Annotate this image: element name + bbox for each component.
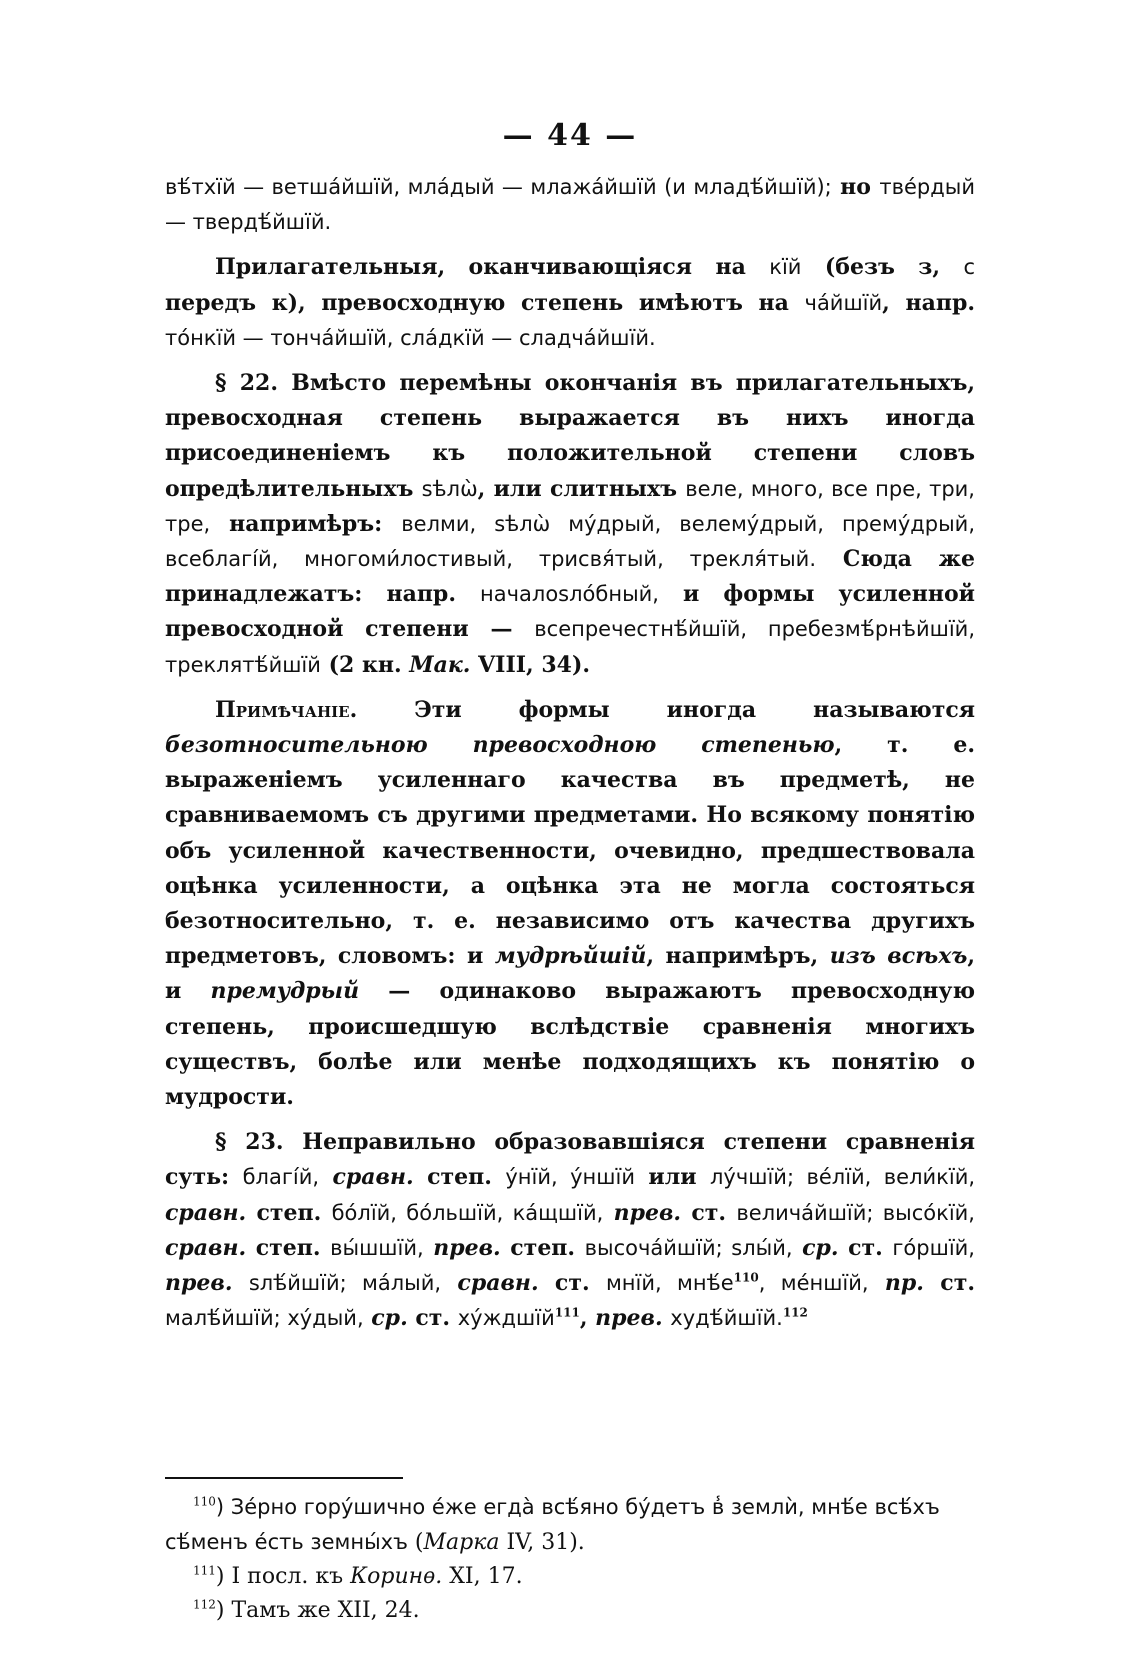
italic-abbrev: сравн.: [319, 1164, 414, 1191]
footnote-divider: [165, 1477, 403, 1479]
church-slavonic-text: у́нїй, у́ншїй: [505, 1165, 635, 1190]
text-run: § 23. Неправильно образовавшіяся степени сравненія суть:: [165, 1129, 975, 1191]
church-slavonic-text: ча́йшїй: [804, 290, 883, 315]
text-run: IV, 31).: [499, 1530, 585, 1555]
text-run: XI, 17.: [442, 1564, 523, 1589]
church-slavonic-text: го́ршїй,: [892, 1235, 975, 1260]
italic-reference: Марка: [423, 1530, 500, 1555]
italic-abbrev: пр.: [868, 1270, 924, 1297]
church-slavonic-text: вѣ́тхїй — ветша́йшїй, мла́дый — млажа́йшїй (и младѣ́йшїй);: [165, 175, 832, 199]
text-run: Прилагательныя, оканчивающіяся на: [215, 254, 770, 281]
text-run: (2 кн.: [320, 651, 410, 678]
text-run: ст.: [838, 1234, 893, 1261]
footnote-111: [165, 1560, 975, 1594]
text-run: ст.: [681, 1199, 737, 1226]
church-slavonic-text: худѣ́йшїй.: [670, 1306, 783, 1331]
italic-abbrev: сравн.: [165, 1234, 247, 1261]
church-slavonic-text: велича́йшїй; высо́кїй,: [736, 1200, 975, 1225]
footnotes: [165, 1490, 975, 1628]
church-slavonic-text: тве́рдый — твердѣ́йшїй.: [165, 175, 975, 235]
text-run: или: [634, 1164, 710, 1191]
text-run: напримѣръ:: [210, 510, 402, 537]
church-slavonic-text: хýждшїй: [457, 1306, 555, 1331]
footnote-ref-111[interactable]: 111: [554, 1305, 580, 1320]
text-run: (: [407, 1530, 424, 1555]
church-slavonic-text: бо́лїй, бо́льшїй, ка́щшїй,: [331, 1200, 604, 1225]
footnote-112: [165, 1594, 975, 1628]
note-heading: Примѣчаніе.: [215, 696, 358, 723]
church-slavonic-text: вы́шшїй,: [330, 1235, 424, 1260]
italic-abbrev: прев.: [423, 1234, 501, 1261]
italic-term: мудрѣйшій: [494, 943, 647, 970]
paragraph-note: [165, 693, 975, 1115]
footnote-mark: 111: [193, 1563, 216, 1578]
text-run: ) I посл. къ: [215, 1564, 351, 1589]
page-number: — 44 —: [502, 118, 638, 153]
text-run: степ.: [246, 1234, 331, 1261]
text-run: Сюда же принадлежатъ: напр.: [165, 546, 975, 608]
footnote-ref-112[interactable]: 112: [782, 1305, 808, 1320]
paragraph-kij-adjectives: [165, 250, 975, 356]
text-run: степ.: [246, 1199, 332, 1226]
italic-term: безотносительною превосходною степенью: [165, 732, 835, 759]
church-slavonic-text: , ме́ншїй,: [758, 1271, 869, 1296]
italic-abbrev: прев.: [595, 1305, 663, 1332]
italic-abbrev: ср.: [792, 1234, 839, 1261]
church-slavonic-text: началоѕло́бный,: [480, 582, 659, 607]
text-run: передъ к), превосходную степень имѣютъ на: [165, 289, 805, 316]
text-run: , т. е. выраженіемъ усиленнаго качества въ предметѣ, не сравниваемомъ съ другими предметами. Но всякому понятію объ усиленной качественности, очевидно, предшествовала оцѣнка усиленности, а оцѣнка эта не могла состояться безотносительно, т. е. независимо отъ качества другихъ предметовъ, словомъ: и: [165, 732, 975, 970]
church-slavonic-text: с: [963, 255, 975, 280]
church-slavonic-text: лу́чшїй; ве́лїй, вели́кїй,: [710, 1165, 976, 1190]
church-slavonic-text: ѕлѣ́йшїй; ма́лый,: [248, 1271, 442, 1296]
church-slavonic-text: благі́й,: [242, 1165, 320, 1190]
text-run: степ.: [413, 1164, 506, 1191]
text-run: степ.: [500, 1234, 585, 1261]
footnote-mark: 110: [193, 1494, 216, 1509]
church-slavonic-text: кїй: [769, 255, 802, 280]
church-slavonic-text: малѣ́йшїй; ху́дый,: [165, 1306, 364, 1331]
text-run: ст.: [538, 1270, 606, 1297]
church-slavonic-text: высоча́йшїй; ѕлы́й,: [584, 1235, 793, 1260]
text-run: (безъ з,: [801, 254, 964, 281]
italic-term: премудрый: [210, 978, 360, 1005]
church-slavonic-text: велми, ѕѣлѡ̀ му́дрый, велему́дрый, прему́дрый, всеблагі́й, многоми́лостивый, трисвя́тый, трекля́тый.: [165, 511, 975, 572]
italic-abbrev: прев.: [603, 1199, 682, 1226]
church-slavonic-text: веле, много, все пре, три, тре,: [165, 476, 975, 536]
italic-abbrev: прев.: [165, 1270, 233, 1297]
text-run: § 22. Вмѣсто перемѣны окончанія въ прилагательныхъ, превосходная степень выражается въ нихъ иногда присоединеніемъ къ положительной степени словъ опредѣлительныхъ: [165, 370, 975, 502]
italic-abbrev: ср.: [363, 1305, 408, 1332]
italic-abbrev: сравн.: [165, 1199, 247, 1226]
paragraph-section-23: [165, 1125, 975, 1336]
paragraph-comparatives-cont: [165, 170, 975, 240]
footnote-110: [165, 1490, 975, 1560]
text-run: , напр.: [882, 289, 975, 316]
italic-term: изъ всѣхъ: [829, 943, 968, 970]
italic-reference: Коринѳ.: [350, 1564, 443, 1589]
main-text: [165, 170, 975, 1337]
church-slavonic-text: то́нкїй — тонча́йшїй, сла́дкїй — сладча́йшїй.: [165, 325, 656, 350]
text-run: , и: [165, 943, 975, 1005]
text-run: , или слитныхъ: [477, 475, 686, 502]
text-run: ст.: [407, 1305, 458, 1332]
church-slavonic-text: всепречестнѣ́йшїй, пребезмѣ́рнѣйшїй, треклятѣ́йшїй: [165, 617, 976, 677]
footnote-ref-110[interactable]: 110: [733, 1270, 759, 1285]
church-slavonic-text: ѕѣлѡ̀: [421, 476, 478, 501]
text-run: , напримѣръ,: [646, 943, 830, 970]
text-run: ,: [579, 1305, 596, 1332]
text-run: ) Тамъ же XII, 24.: [215, 1598, 420, 1623]
church-slavonic-text: ) Зе́рно гору́шично е́же егда̀ всѣ́яно бу́детъ в̾ землѝ, мнѣ́е всѣ́хъ сѣ́менъ е́сть земны́хъ: [165, 1495, 940, 1554]
church-slavonic-text: мнїй, мнѣ́е: [605, 1271, 734, 1296]
italic-reference: Мак.: [409, 651, 471, 678]
paragraph-section-22: [165, 366, 975, 683]
text-run: — одинаково выражаютъ превосходную степень, происшедшую вслѣдствіе сравненія многихъ существъ, болѣе или менѣе подходящихъ къ понятію о мудрости.: [165, 978, 976, 1111]
italic-abbrev: сравн.: [441, 1270, 539, 1297]
footnote-mark: 112: [193, 1597, 216, 1612]
text-run: VIII, 34).: [470, 651, 591, 678]
text-run: но: [831, 174, 880, 200]
text-run: [232, 1270, 248, 1296]
text-run: Эти формы иногда называются: [357, 696, 975, 723]
text-run: и формы усиленной превосходной степени —: [165, 581, 975, 643]
text-run: ст.: [923, 1270, 975, 1297]
